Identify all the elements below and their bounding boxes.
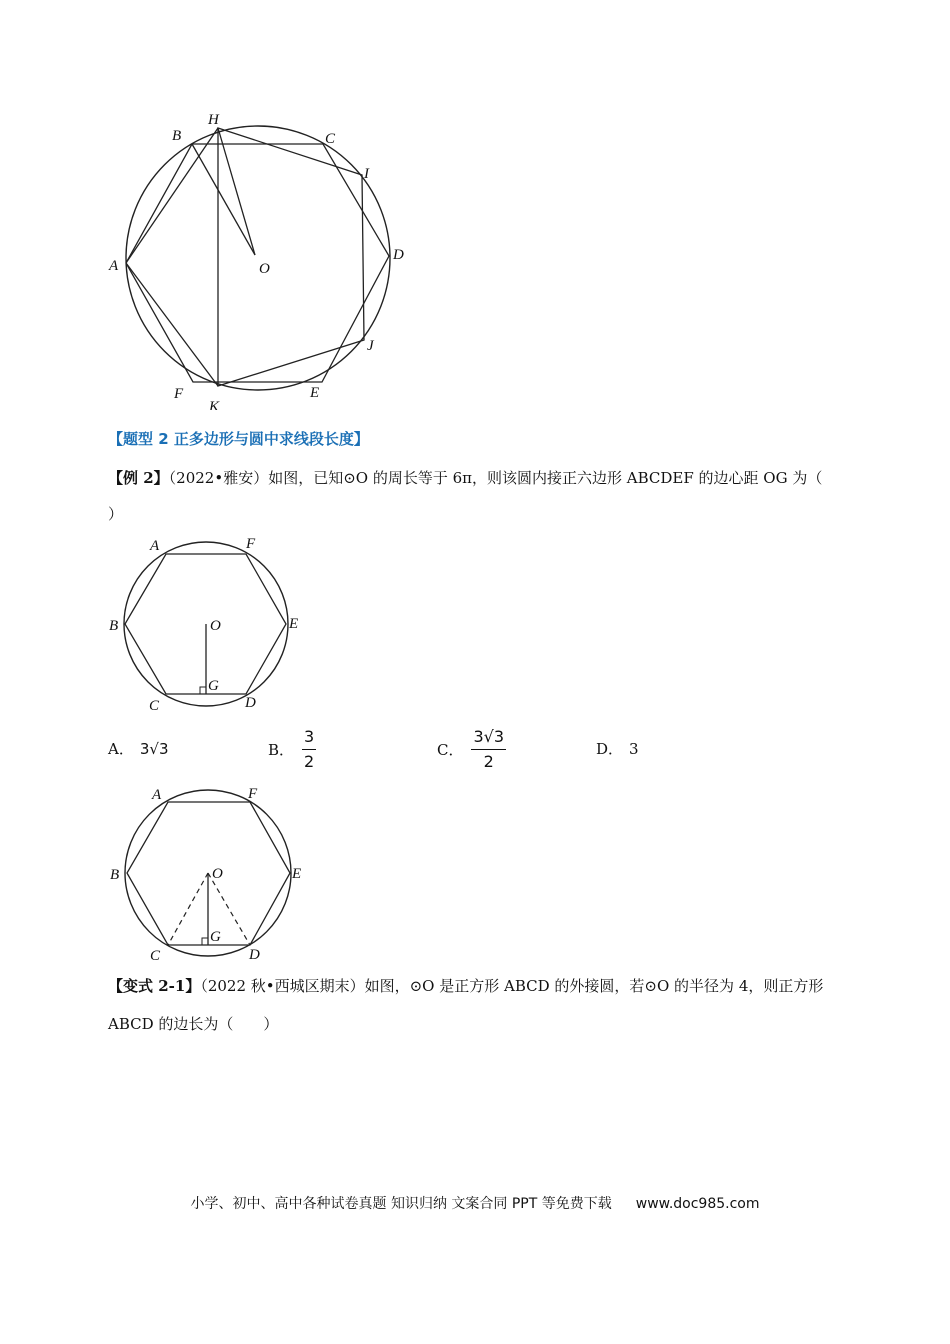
footer-url[interactable]: www.doc985.com	[635, 1196, 760, 1212]
label-b: B	[172, 128, 182, 144]
label-k: K	[209, 399, 220, 410]
choice-b-fraction	[302, 727, 316, 772]
segment-ob	[192, 144, 255, 255]
choice-b-denominator: 2	[304, 752, 315, 771]
label-b: B	[109, 618, 119, 634]
variant-2-1-tag: 【变式 2-1】	[108, 977, 201, 995]
label-a: A	[109, 258, 119, 274]
section-heading: 【题型 2 正多边形与圆中求线段长度】	[108, 430, 369, 448]
example-2-tag: 【例 2】	[108, 469, 169, 487]
segment-ah	[126, 128, 218, 263]
segment-oh	[218, 128, 255, 255]
label-a: A	[150, 538, 160, 554]
label-c: C	[149, 698, 160, 714]
label-g: G	[210, 929, 221, 945]
variant-2-1-line2: ABCD 的边长为（ ）	[108, 1015, 279, 1033]
choice-d-value: 3	[629, 739, 639, 758]
label-g: G	[208, 678, 219, 694]
circle-o	[126, 126, 390, 390]
label-f: F	[174, 386, 184, 402]
label-o: O	[259, 261, 270, 277]
variant-2-1-text: （2022 秋•西城区期末）如图，⊙O 是正方形 ABCD 的外接圆，若⊙O 的半径为 4，则正方形	[200, 977, 824, 995]
figure-hexagon-ocd	[100, 780, 320, 970]
example-2	[108, 461, 822, 495]
choice-c-numerator: 3√3	[471, 727, 506, 750]
label-e: E	[310, 385, 320, 401]
example-2-close-paren: ）	[108, 505, 124, 523]
figure-hexagon-og	[100, 530, 320, 720]
label-f: F	[246, 536, 256, 552]
label-i: I	[364, 166, 369, 182]
label-b: B	[110, 867, 120, 883]
label-a: A	[152, 787, 162, 803]
choice-d-label: D．	[596, 740, 624, 758]
polygon-hexagon-abcdef	[126, 144, 389, 382]
label-e: E	[289, 616, 299, 632]
label-o: O	[210, 618, 221, 634]
label-d: D	[249, 947, 260, 963]
choice-c[interactable]	[437, 727, 506, 772]
choice-a-value: 3√3	[139, 739, 169, 758]
footer	[0, 1193, 950, 1213]
choice-c-fraction	[471, 727, 506, 772]
polygon-hikj	[218, 128, 364, 386]
footer-text: 小学、初中、高中各种试卷真题 知识归纳 文案合同 PPT 等免费下载	[190, 1196, 612, 1212]
choice-c-denominator: 2	[483, 752, 494, 771]
label-f: F	[248, 786, 258, 802]
right-angle-mark	[202, 938, 208, 945]
example-2-text: （2022•雅安）如图，已知⊙O 的周长等于 6π，则该圆内接正六边形 ABCDEF 的边心距 OG 为（	[168, 469, 823, 487]
choice-b-numerator: 3	[302, 727, 316, 750]
variant-2-1	[108, 969, 823, 1003]
label-h: H	[208, 112, 219, 128]
label-o: O	[212, 866, 223, 882]
label-c: C	[150, 948, 161, 964]
label-j: J	[367, 338, 374, 354]
choice-d[interactable]	[596, 738, 639, 759]
figure-two-polygons	[100, 100, 420, 410]
choice-b[interactable]	[268, 727, 316, 772]
right-angle-mark	[200, 687, 206, 694]
label-e: E	[292, 866, 302, 882]
choice-c-label: C．	[437, 741, 464, 759]
choice-a[interactable]	[108, 738, 169, 759]
label-c: C	[325, 131, 336, 147]
label-d: D	[393, 247, 404, 263]
segment-oc-dashed	[168, 873, 208, 945]
segment-ak	[126, 263, 218, 386]
label-d: D	[245, 695, 256, 711]
choice-a-label: A．	[108, 740, 134, 758]
choice-b-label: B．	[268, 741, 295, 759]
